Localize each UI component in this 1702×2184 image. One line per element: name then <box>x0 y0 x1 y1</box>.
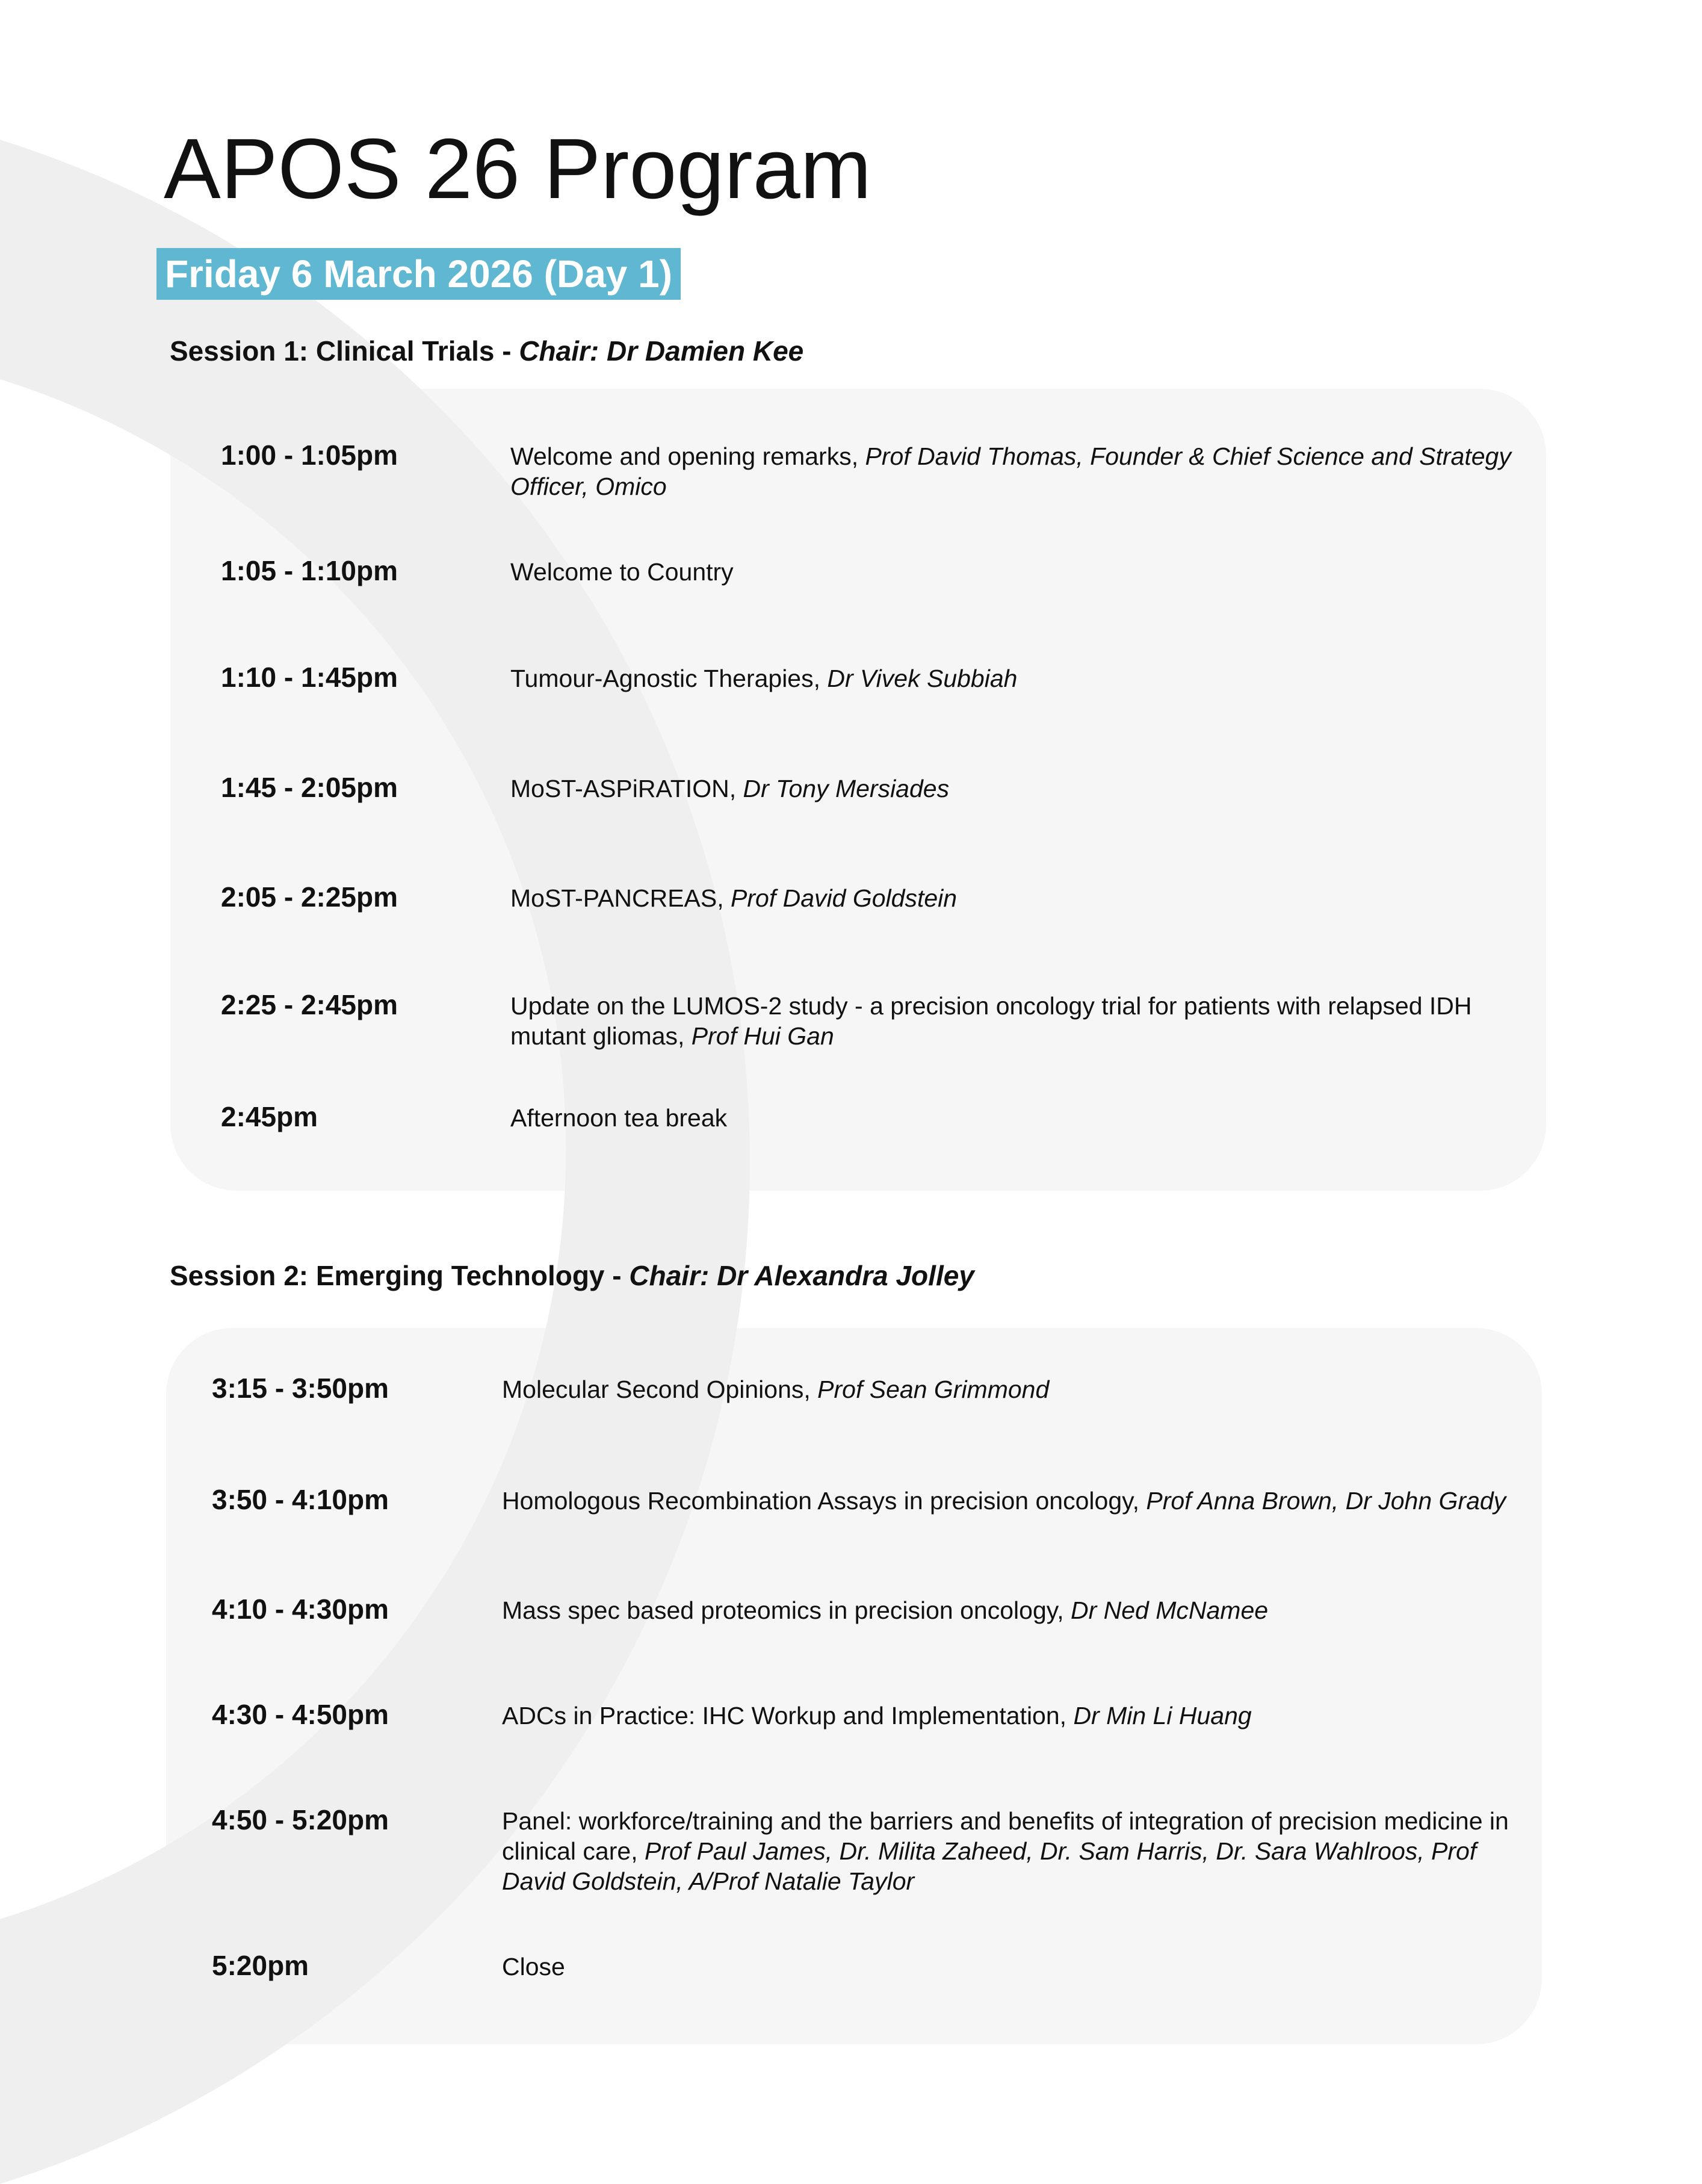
time-slot: 5:20pm <box>212 1950 309 1981</box>
agenda-item-title: Welcome to Country <box>510 558 734 586</box>
session-2-heading <box>170 1259 974 1292</box>
time-slot: 3:50 - 4:10pm <box>212 1484 389 1515</box>
agenda-item <box>502 1952 1513 1982</box>
speaker: Dr Tony Mersiades <box>743 775 950 802</box>
agenda-item-title: Update on the LUMOS-2 study - a precision oncology trial for patients with relapsed IDH mutant gliomas, <box>510 992 1472 1050</box>
agenda-item-title: Close <box>502 1953 565 1981</box>
time-slot: 1:00 - 1:05pm <box>221 439 398 471</box>
session-1-card <box>170 389 1546 1191</box>
agenda-item <box>502 1486 1513 1516</box>
agenda-item-title: MoST-ASPiRATION, <box>510 775 743 802</box>
page-title: APOS 26 Program <box>164 121 871 217</box>
speaker: Prof Anna Brown, Dr John Grady <box>1146 1487 1506 1515</box>
agenda-item-title: Molecular Second Opinions, <box>502 1376 818 1403</box>
agenda-item-title: Homologous Recombination Assays in precision oncology, <box>502 1487 1147 1515</box>
agenda-item <box>510 1103 1521 1133</box>
time-slot: 3:15 - 3:50pm <box>212 1373 389 1404</box>
time-slot: 1:05 - 1:10pm <box>221 555 398 586</box>
session-2-chair: Chair: Dr Alexandra Jolley <box>629 1260 974 1291</box>
speaker: Prof David Thomas, Founder & Chief Science and Strategy Officer, Omico <box>510 442 1511 500</box>
session-1-heading <box>170 335 803 368</box>
time-slot: 2:25 - 2:45pm <box>221 989 398 1020</box>
agenda-item-title: Afternoon tea break <box>510 1104 728 1132</box>
time-slot: 2:05 - 2:25pm <box>221 881 398 913</box>
agenda-item <box>502 1595 1513 1625</box>
time-slot: 4:50 - 5:20pm <box>212 1804 389 1835</box>
speaker: Dr Ned McNamee <box>1070 1596 1269 1624</box>
time-slot: 1:10 - 1:45pm <box>221 662 398 693</box>
agenda-item <box>510 441 1521 501</box>
agenda-item <box>510 991 1521 1051</box>
agenda-item <box>502 1806 1513 1896</box>
session-2-title: Session 2: Emerging Technology - <box>170 1260 630 1291</box>
time-slot: 4:10 - 4:30pm <box>212 1593 389 1625</box>
agenda-item-title: ADCs in Practice: IHC Workup and Implementation, <box>502 1702 1074 1730</box>
agenda-item-title: MoST-PANCREAS, <box>510 884 731 912</box>
session-2-card <box>166 1328 1542 2044</box>
agenda-item-title: Panel: workforce/training and the barriers and benefits of integration of precision medicine in clinical care, <box>502 1807 1509 1865</box>
agenda-item-title: Tumour-Agnostic Therapies, <box>510 665 828 692</box>
session-1-title: Session 1: Clinical Trials - <box>170 335 519 367</box>
speaker: Prof Paul James, Dr. Milita Zaheed, Dr. Sam Harris, Dr. Sara Wahlroos, Prof David Goldstein, A/Prof Natalie Taylor <box>502 1837 1477 1895</box>
agenda-item-title: Mass spec based proteomics in precision oncology, <box>502 1596 1071 1624</box>
session-1-chair: Chair: Dr Damien Kee <box>519 335 804 367</box>
agenda-item-title: Welcome and opening remarks, <box>510 442 865 470</box>
day-banner: Friday 6 March 2026 (Day 1) <box>156 248 681 300</box>
agenda-item <box>510 774 1521 804</box>
time-slot: 4:30 - 4:50pm <box>212 1699 389 1730</box>
time-slot: 1:45 - 2:05pm <box>221 772 398 803</box>
agenda-item <box>502 1701 1513 1731</box>
agenda-item <box>502 1374 1513 1404</box>
agenda-item <box>510 557 1521 587</box>
agenda-item <box>510 883 1521 913</box>
speaker: Dr Min Li Huang <box>1073 1702 1252 1730</box>
speaker: Prof Hui Gan <box>691 1022 834 1050</box>
time-slot: 2:45pm <box>221 1101 318 1132</box>
speaker: Dr Vivek Subbiah <box>827 665 1018 692</box>
agenda-item <box>510 663 1521 693</box>
speaker: Prof Sean Grimmond <box>817 1376 1050 1403</box>
speaker: Prof David Goldstein <box>731 884 958 912</box>
